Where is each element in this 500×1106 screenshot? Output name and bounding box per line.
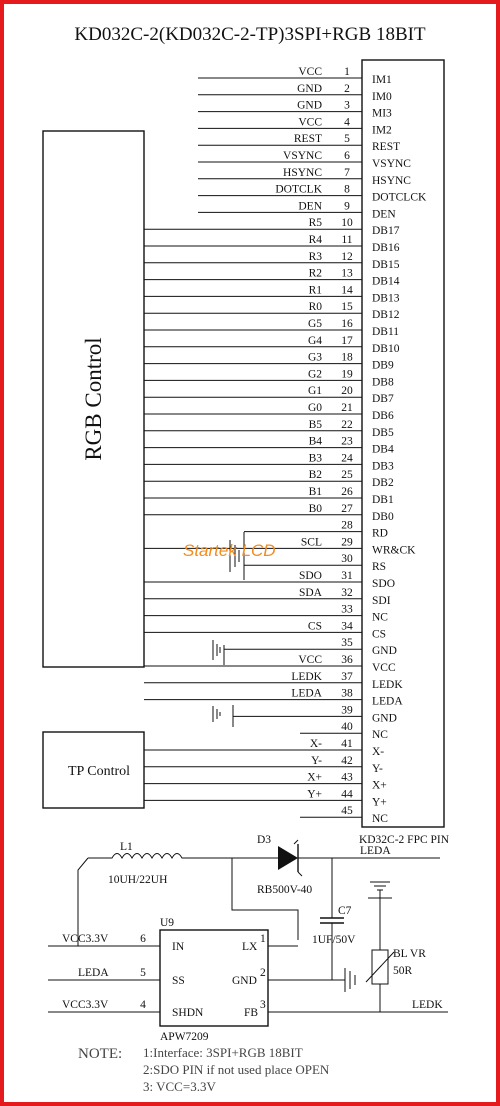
- pin-signal-label: B3: [308, 452, 322, 465]
- fpc-pin-label: SDI: [372, 594, 391, 607]
- fpc-pin-label: DB8: [372, 376, 394, 389]
- pin-signal-label: SCL: [300, 536, 322, 549]
- l1-value: 10UH/22UH: [108, 874, 168, 886]
- fpc-pin-label: DB1: [372, 494, 394, 506]
- pin-number: 10: [341, 217, 353, 230]
- pin-signal-label: REST: [293, 133, 322, 146]
- pin-signal-label: R1: [308, 284, 322, 297]
- gnd-symbol-top: [368, 882, 392, 898]
- pin-signal-label: DOTCLK: [275, 183, 322, 196]
- pin-number: 27: [341, 502, 353, 515]
- pin-signal-label: GND: [297, 99, 322, 112]
- fpc-pin-label: X-: [372, 746, 385, 758]
- wire-lx: [232, 858, 298, 940]
- pin-number: 12: [341, 250, 353, 263]
- pin-number: 30: [341, 553, 353, 566]
- d3-name: D3: [257, 834, 272, 846]
- pin-signal-label: HSYNC: [283, 166, 322, 179]
- pin-signal-label: R0: [308, 301, 322, 314]
- fpc-pin-label: DB3: [372, 460, 394, 473]
- gnd-symbol-pin35: [213, 640, 224, 665]
- pin-signal-label: R3: [308, 250, 322, 263]
- pin-signal-label: CS: [307, 620, 322, 633]
- leda-net-label: LEDA: [360, 845, 391, 857]
- fpc-pin-label: DB15: [372, 258, 400, 271]
- pin-number: 14: [341, 284, 353, 297]
- pin-signal-label: VCC: [298, 66, 322, 78]
- pin-signal-label: R2: [308, 267, 322, 280]
- pin-signal-label: X-: [309, 738, 322, 750]
- rgb-control-label: RGB Control: [81, 337, 106, 461]
- fpc-pin-label: DB5: [372, 426, 394, 439]
- tp-control-label: TP Control: [67, 764, 131, 779]
- resistor-vr-arrow: [366, 952, 394, 982]
- pin-signal-label: VCC: [298, 654, 322, 666]
- pin-signal-label: G0: [307, 402, 322, 414]
- pin-signal-label: G1: [307, 385, 322, 398]
- pin-number: 39: [341, 704, 353, 717]
- pin-number: 40: [341, 721, 353, 734]
- pin-number: 8: [344, 183, 350, 196]
- pin-number: 45: [341, 805, 353, 818]
- u9-pin-in: IN: [172, 941, 185, 953]
- pin-number: 18: [341, 351, 353, 364]
- fpc-pin-label: DB16: [372, 242, 400, 254]
- fpc-pin-label: NC: [372, 611, 388, 624]
- fpc-pin-label: SDO: [372, 578, 396, 590]
- pin-number: 19: [341, 368, 353, 381]
- pin-number: 28: [341, 519, 353, 532]
- pin-number: 20: [341, 385, 353, 398]
- fpc-pin-label: DB4: [372, 443, 394, 456]
- note-line-3: 3: VCC=3.3V: [143, 1079, 216, 1094]
- vr-name: BL VR: [393, 948, 426, 960]
- diagram-title: KD032C-2(KD032C-2-TP)3SPI+RGB 18BIT: [74, 24, 426, 45]
- pin-signal-label: VCC: [298, 116, 322, 129]
- pin-number: 15: [341, 301, 353, 314]
- c7-name: C7: [338, 905, 352, 917]
- fpc-pin-label: DB10: [372, 342, 400, 355]
- pin-signal-label: B0: [308, 502, 322, 515]
- pin-number: 35: [341, 637, 353, 650]
- pin-signal-label: B4: [308, 435, 322, 448]
- note-line-1: 1:Interface: 3SPI+RGB 18BIT: [143, 1045, 303, 1060]
- fpc-pin-label: GND: [372, 645, 397, 658]
- note-heading: NOTE:: [78, 1046, 123, 1062]
- u9-pin-fb: FB: [244, 1007, 259, 1019]
- fpc-pin-label: DB2: [372, 477, 394, 490]
- fpc-pin-label: Y-: [372, 762, 383, 775]
- pin-signal-label: B1: [308, 486, 322, 498]
- pin-number: 29: [341, 536, 353, 549]
- fpc-pin-label: DB13: [372, 292, 400, 305]
- u9-num-gnd: 2: [260, 967, 266, 979]
- pin-signal-label: R4: [308, 234, 322, 246]
- u9-num-fb: 3: [260, 999, 266, 1011]
- fpc-pin-label: DB6: [372, 410, 394, 422]
- ledk-net-label: LEDK: [412, 999, 443, 1011]
- fpc-pin-label: DOTCLCK: [372, 191, 427, 204]
- pin-signal-label: LEDK: [291, 670, 322, 683]
- inductor-l1: [88, 854, 188, 859]
- fpc-pin-label: VCC: [372, 662, 396, 674]
- fpc-pin-label: DB7: [372, 393, 394, 406]
- pin-signal-label: B5: [308, 418, 322, 431]
- pin-signal-label: SDA: [298, 586, 322, 599]
- pin-number: 22: [341, 418, 353, 431]
- fpc-pin-label: DEN: [372, 208, 396, 221]
- fpc-pin-label: IM1: [372, 74, 392, 86]
- l1-name: L1: [120, 841, 133, 853]
- u9-name: U9: [160, 917, 175, 929]
- pin-number: 42: [341, 754, 353, 767]
- fpc-pin-label: REST: [372, 141, 401, 154]
- pin-number: 16: [341, 318, 353, 330]
- u9-num-in: 6: [140, 933, 146, 945]
- pin-signal-label: G5: [307, 318, 322, 330]
- note-line-2: 2:SDO PIN if not used place OPEN: [143, 1062, 330, 1077]
- pin-number: 17: [341, 334, 353, 347]
- fpc-pin-label: DB12: [372, 309, 400, 322]
- fpc-pin-label: VSYNC: [372, 158, 411, 170]
- fpc-pin-label: DB9: [372, 359, 394, 372]
- pin-signal-label: R5: [308, 217, 322, 230]
- u9-pin-gnd: GND: [232, 975, 257, 987]
- pin-rows: [144, 66, 427, 825]
- fpc-pin-label: X+: [372, 779, 387, 792]
- pin-number: 33: [341, 603, 353, 616]
- pin-signal-label: X+: [307, 771, 322, 784]
- vr-value: 50R: [393, 965, 413, 977]
- fpc-pin-label: WR&CK: [372, 544, 416, 557]
- fpc-pin-label: GND: [372, 712, 397, 725]
- watermark: Startek LCD: [183, 541, 276, 560]
- pin-number: 25: [341, 469, 353, 482]
- pin-number: 6: [344, 150, 350, 162]
- pin-number: 38: [341, 687, 353, 700]
- fpc-pin-label: DB0: [372, 510, 394, 523]
- fpc-pin-label: RS: [372, 561, 387, 574]
- pin-number: 26: [341, 486, 353, 498]
- pin-number: 9: [344, 200, 350, 213]
- pin-signal-label: Y-: [311, 754, 322, 767]
- u9-num-shdn: 4: [140, 999, 146, 1011]
- pin-number: 1: [344, 66, 350, 78]
- pin-number: 21: [341, 402, 353, 414]
- pin-number: 44: [341, 788, 353, 801]
- pin-signal-label: G2: [307, 368, 322, 381]
- fpc-pin-label: NC: [372, 729, 388, 742]
- gnd-symbol-pin39: [213, 705, 233, 727]
- fpc-pin-label: Y+: [372, 796, 387, 809]
- u9-pin-lx: LX: [242, 941, 258, 953]
- pin-signal-label: SDO: [298, 570, 322, 582]
- pin-signal-label: G3: [307, 351, 322, 364]
- net-shdn-label: VCC3.3V: [62, 999, 109, 1011]
- fpc-pin-label: DB11: [372, 326, 400, 338]
- fpc-pin-label: IM0: [372, 90, 392, 103]
- pin-number: 4: [344, 116, 350, 129]
- pin-number: 3: [344, 99, 350, 112]
- c7-value: 1UF/50V: [312, 934, 356, 946]
- pin-number: 13: [341, 267, 353, 280]
- pin-signal-label: GND: [297, 82, 322, 95]
- d3-value: RB500V-40: [257, 884, 313, 896]
- pin-number: 11: [341, 234, 353, 246]
- pin-number: 24: [341, 452, 353, 465]
- fpc-pin-label: IM2: [372, 124, 392, 137]
- fpc-pin-label: CS: [372, 628, 387, 641]
- u9-part: APW7209: [160, 1031, 209, 1043]
- pin-signal-label: VSYNC: [283, 150, 322, 162]
- pin-number: 41: [341, 738, 353, 750]
- fpc-pin-label: DB14: [372, 275, 400, 288]
- fpc-pin-label: LEDA: [372, 695, 403, 708]
- net-in-label: VCC3.3V: [62, 933, 109, 945]
- pin-number: 34: [341, 620, 353, 633]
- pin-number: 43: [341, 771, 353, 784]
- u9-pin-ss: SS: [172, 975, 185, 987]
- pin-signal-label: B2: [308, 469, 322, 482]
- pin-number: 5: [344, 133, 350, 146]
- pin-signal-label: Y+: [307, 788, 322, 801]
- fpc-pin-label: LEDK: [372, 678, 403, 691]
- fpc-pin-label: NC: [372, 813, 388, 826]
- pin-signal-label: DEN: [298, 200, 322, 213]
- pin-signal-label: G4: [307, 334, 322, 347]
- pin-signal-label: LEDA: [291, 687, 322, 700]
- net-ss-label: LEDA: [78, 967, 109, 979]
- u9-pin-shdn: SHDN: [172, 1007, 204, 1019]
- pin-number: 2: [344, 82, 350, 95]
- pin-number: 23: [341, 435, 353, 448]
- pin-number: 7: [344, 166, 350, 179]
- fpc-pin-label: RD: [372, 527, 388, 540]
- u9-num-ss: 5: [140, 967, 146, 979]
- fpc-pin-label: DB17: [372, 225, 400, 238]
- pin-number: 32: [341, 586, 353, 599]
- pin-number: 37: [341, 670, 353, 683]
- pin-number: 36: [341, 654, 353, 666]
- u9-num-lx: 1: [260, 933, 266, 945]
- fpc-pin-label: MI3: [372, 107, 392, 120]
- fpc-pin-label: HSYNC: [372, 174, 411, 187]
- gnd-symbol-power: [345, 968, 355, 992]
- fpc-label: KD32C-2 FPC PIN: [358, 834, 450, 846]
- diode-d3: [278, 846, 298, 870]
- pin-number: 31: [341, 570, 353, 582]
